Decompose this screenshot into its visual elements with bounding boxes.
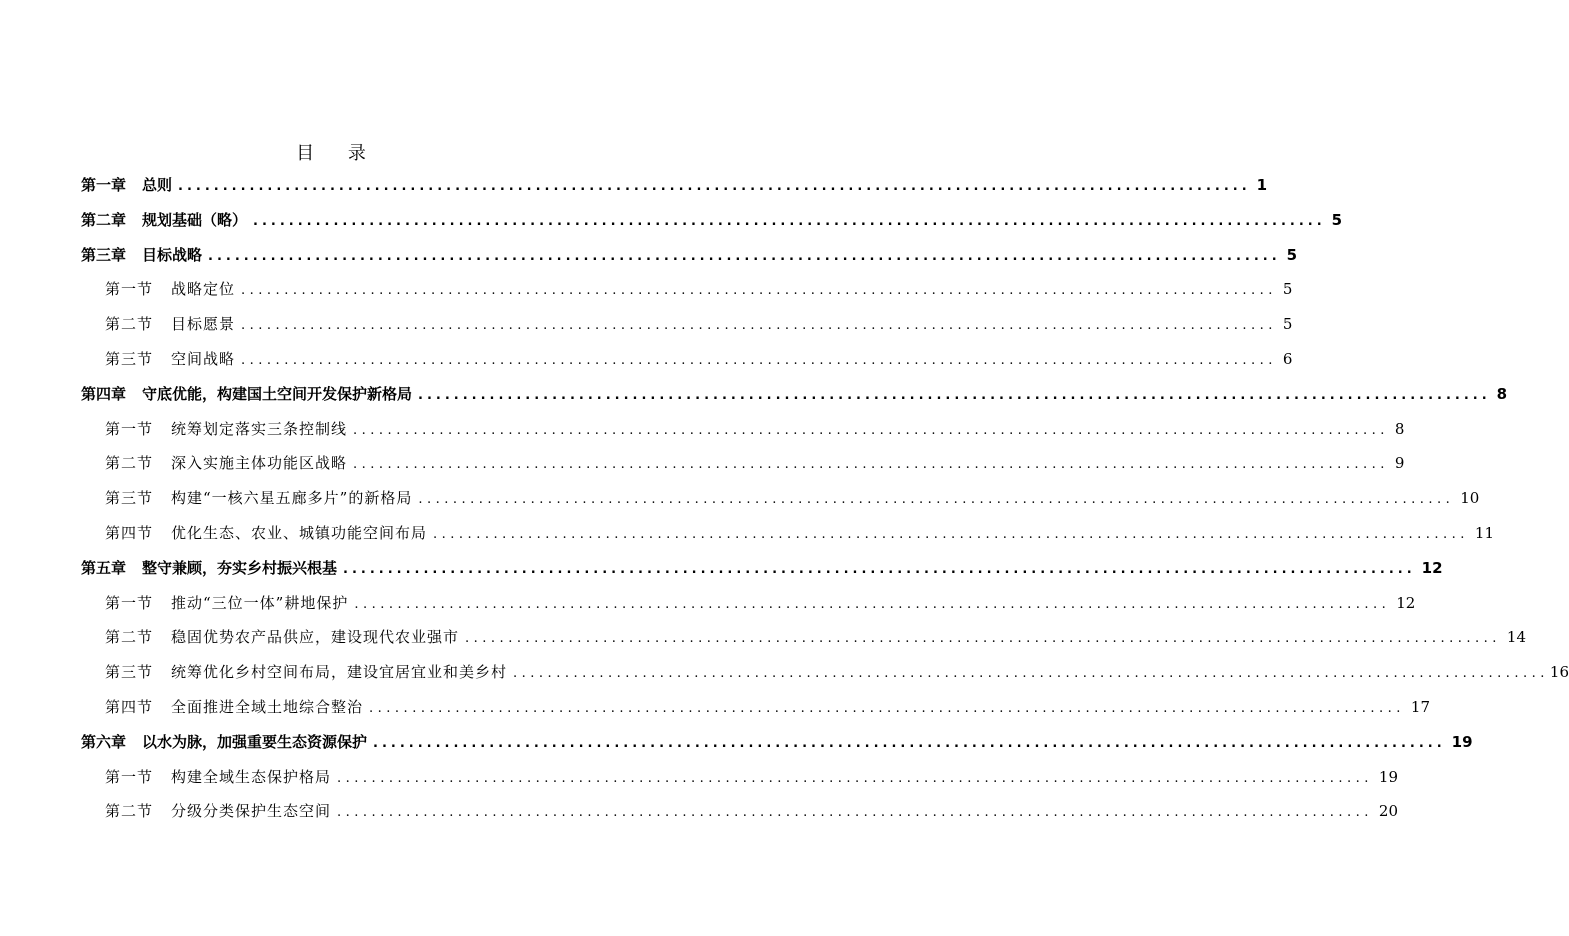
entry-title: 以水为脉，加强重要生态资源保护 [142, 733, 368, 751]
entry-page-number: 8 [1394, 420, 1405, 438]
entry-page-number: 5 [1286, 246, 1298, 264]
entry-page-number: 5 [1282, 280, 1293, 298]
dot-leader: ........................................................................................................................ [373, 736, 1446, 751]
entry-number: 第一节 [105, 280, 154, 298]
dot-leader: ........................................................................................................................ [343, 562, 1416, 577]
dot-leader: ........................................................................................................................ [369, 701, 1405, 716]
entry-page-number: 8 [1496, 385, 1508, 403]
dot-leader: ........................................................................................................................ [353, 457, 1389, 472]
entry-number: 第三节 [105, 489, 154, 507]
entry-title: 统筹划定落实三条控制线 [171, 420, 348, 438]
entry-page-number: 10 [1460, 489, 1480, 507]
dot-leader: ........................................................................................................................ [253, 214, 1326, 229]
entry-number: 第一章 [81, 176, 127, 194]
entry-number: 第二节 [105, 628, 154, 646]
dot-leader: ........................................................................................................................ [241, 318, 1277, 333]
toc-section-entry[interactable] [105, 626, 1527, 648]
entry-number: 第六章 [81, 733, 127, 751]
entry-page-number: 11 [1474, 524, 1495, 542]
entry-page-number: 14 [1506, 628, 1527, 646]
toc-section-entry[interactable] [105, 313, 1293, 335]
toc-section-entry[interactable] [105, 661, 1569, 683]
entry-title: 构建“一核六星五廊多片”的新格局 [171, 489, 413, 507]
entry-title: 守底优能，构建国土空间开发保护新格局 [142, 385, 413, 403]
entry-number: 第四章 [81, 385, 127, 403]
dot-leader: ........................................................................................................................ [354, 597, 1391, 612]
entry-title: 空间战略 [171, 350, 236, 368]
dot-leader: ........................................................................................................................ [178, 179, 1251, 194]
entry-number: 第二节 [105, 802, 154, 820]
entry-page-number: 9 [1394, 454, 1405, 472]
entry-page-number: 6 [1282, 350, 1293, 368]
toc-section-entry[interactable] [105, 800, 1399, 822]
dot-leader: ........................................................................................................................ [513, 666, 1549, 681]
entry-title: 规划基础（略） [142, 211, 248, 229]
dot-leader: ........................................................................................................................ [337, 805, 1373, 820]
entry-page-number: 12 [1396, 594, 1416, 612]
toc-section-entry[interactable] [105, 522, 1495, 544]
entry-page-number: 1 [1256, 176, 1268, 194]
entry-page-number: 16 [1549, 663, 1569, 681]
toc-chapter-entry[interactable] [81, 174, 1268, 196]
entry-number: 第二章 [81, 211, 127, 229]
entry-number: 第三节 [105, 350, 154, 368]
toc-chapter-entry[interactable] [81, 244, 1298, 266]
dot-leader: ........................................................................................................................ [208, 249, 1281, 264]
entry-page-number: 5 [1282, 315, 1293, 333]
dot-leader: ........................................................................................................................ [465, 631, 1501, 646]
entry-number: 第一节 [105, 768, 154, 786]
entry-page-number: 20 [1378, 802, 1399, 820]
toc-section-entry[interactable] [105, 452, 1405, 474]
toc-section-entry[interactable] [105, 348, 1293, 370]
toc-section-entry[interactable] [105, 418, 1405, 440]
entry-title: 总则 [142, 176, 173, 194]
entry-page-number: 19 [1451, 733, 1473, 751]
entry-title: 推动“三位一体”耕地保护 [171, 594, 349, 612]
entry-number: 第五章 [81, 559, 127, 577]
toc-section-entry[interactable] [105, 592, 1416, 614]
dot-leader: ........................................................................................................................ [241, 283, 1277, 298]
dot-leader: ........................................................................................................................ [353, 423, 1389, 438]
entry-number: 第一节 [105, 420, 154, 438]
entry-title: 深入实施主体功能区战略 [171, 454, 348, 472]
entry-title: 战略定位 [171, 280, 236, 298]
toc-section-entry[interactable] [105, 487, 1480, 509]
entry-number: 第二节 [105, 315, 154, 333]
entry-number: 第三章 [81, 246, 127, 264]
toc-chapter-entry[interactable] [81, 557, 1443, 579]
entry-page-number: 17 [1410, 698, 1431, 716]
toc-title: 目 录 [296, 143, 380, 164]
entry-title: 全面推进全域土地综合整治 [171, 698, 364, 716]
toc-section-entry[interactable] [105, 696, 1431, 718]
entry-page-number: 12 [1421, 559, 1443, 577]
entry-title: 构建全域生态保护格局 [171, 768, 332, 786]
entry-title: 优化生态、农业、城镇功能空间布局 [171, 524, 428, 542]
toc-chapter-entry[interactable] [81, 383, 1508, 405]
entry-title: 稳固优势农产品供应，建设现代农业强市 [171, 628, 460, 646]
dot-leader: ........................................................................................................................ [433, 527, 1469, 542]
entry-number: 第一节 [105, 594, 154, 612]
entry-number: 第二节 [105, 454, 154, 472]
entry-number: 第四节 [105, 698, 154, 716]
dot-leader: ........................................................................................................................ [337, 771, 1373, 786]
toc-section-entry[interactable] [105, 766, 1399, 788]
dot-leader: ........................................................................................................................ [418, 492, 1455, 507]
entry-page-number: 19 [1378, 768, 1399, 786]
entry-page-number: 5 [1331, 211, 1343, 229]
toc-chapter-entry[interactable] [81, 209, 1343, 231]
entry-number: 第三节 [105, 663, 154, 681]
dot-leader: ........................................................................................................................ [418, 388, 1491, 403]
entry-number: 第四节 [105, 524, 154, 542]
toc-chapter-entry[interactable] [81, 731, 1473, 753]
dot-leader: ........................................................................................................................ [241, 353, 1277, 368]
toc-section-entry[interactable] [105, 278, 1293, 300]
entry-title: 分级分类保护生态空间 [171, 802, 332, 820]
entry-title: 目标愿景 [171, 315, 236, 333]
entry-title: 目标战略 [142, 246, 203, 264]
entry-title: 整守兼顾，夯实乡村振兴根基 [142, 559, 338, 577]
entry-title: 统筹优化乡村空间布局，建设宜居宜业和美乡村 [171, 663, 508, 681]
